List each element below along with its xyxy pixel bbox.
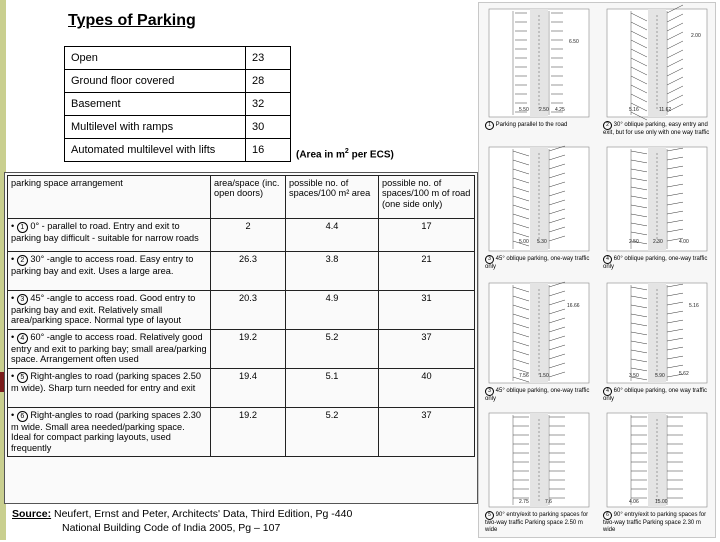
area-note-sup: 2 <box>344 148 349 155</box>
dimension-label: 2.50 <box>629 239 639 245</box>
diagram-caption <box>485 255 593 271</box>
area-per-space: 19.2 <box>211 330 286 369</box>
diagram-caption-text: 45° oblique parking, one-way traffic only <box>485 256 590 270</box>
diagram-caption <box>603 387 711 403</box>
parking-type-label: Ground floor covered <box>65 70 246 93</box>
row-number: 1 <box>17 222 28 233</box>
spaces-per-road: 37 <box>379 408 475 457</box>
row-number: 3 <box>17 294 28 305</box>
parking-type-area: 28 <box>246 70 291 93</box>
dimension-label: 2.30 <box>653 239 663 245</box>
arrangement-row <box>8 252 475 291</box>
arrangement-row <box>8 291 475 330</box>
arrangement-desc-cell: • 1 0° - parallel to road. Entry and exit to parking bay difficult - suitable for narrow roads <box>8 219 211 252</box>
row-number: 4 <box>17 333 28 344</box>
diagram-caption <box>485 387 593 403</box>
spaces-per-road: 40 <box>379 369 475 408</box>
slide-title: Types of Parking <box>68 12 196 29</box>
source-label: Source: <box>12 508 52 520</box>
diagram-caption-text: Parking parallel to the road <box>495 122 568 128</box>
dimension-label: 3.50 <box>629 373 639 379</box>
parking-type-label: Open <box>65 47 246 70</box>
types-row <box>65 93 291 116</box>
diagram-caption <box>603 121 711 137</box>
diagram-caption <box>485 511 593 534</box>
types-row <box>65 139 291 162</box>
arrangement-desc: 60° -angle to access road. Relatively good entry and exit to parking bay; small area/parking space. Arrangement often used <box>11 332 207 365</box>
parking-types-body <box>65 47 291 162</box>
row-number: 6 <box>17 411 28 422</box>
arrangement-table <box>7 175 475 457</box>
spaces-per-area: 4.9 <box>286 291 379 330</box>
diagram-number: 2 <box>603 121 612 130</box>
area-per-space: 2 <box>211 219 286 252</box>
arrangement-desc: 45° -angle to access road. Good entry to parking bay and exit. Relatively small area/parking space. Normal type of layout <box>11 293 196 326</box>
dimension-label: 5.00 <box>519 239 529 245</box>
source-text-1: Neufert, Ernst and Peter, Architects' Data, Third Edition, Pg -440 <box>51 508 353 520</box>
diagram-caption-text: 90° entry/exit to parking spaces for two-way traffic Parking space 2.30 m wide <box>603 512 707 533</box>
dimension-label: 7.56 <box>519 373 529 379</box>
area-per-space: 26.3 <box>211 252 286 291</box>
parking-type-label: Multilevel with ramps <box>65 116 246 139</box>
diagram-number: 3 <box>485 255 494 264</box>
source-line-2: National Building Code of India 2005, Pg – 107 <box>62 521 281 534</box>
arrangement-desc-cell: • 5 Right-angles to road (parking spaces 2.50 m wide). Sharp turn needed for entry and exit <box>8 369 211 408</box>
types-row <box>65 70 291 93</box>
row-number: 2 <box>17 255 28 266</box>
area-per-space: 19.4 <box>211 369 286 408</box>
arrangement-row <box>8 369 475 408</box>
dimension-label: 2.50 <box>539 107 549 113</box>
spaces-per-area: 5.1 <box>286 369 379 408</box>
dimension-label: 5.50 <box>519 107 529 113</box>
dimension-label: 5.62 <box>679 371 689 377</box>
arrangement-row <box>8 330 475 369</box>
dimension-label: 6.50 <box>569 39 579 45</box>
parking-types-table <box>64 46 291 162</box>
parking-type-area: 32 <box>246 93 291 116</box>
parking-layout-diagrams <box>478 2 716 538</box>
area-note-suffix: per ECS) <box>348 149 394 161</box>
parking-type-label: Automated multilevel with lifts <box>65 139 246 162</box>
diagram-caption <box>603 511 711 534</box>
dimension-label: 5.16 <box>629 107 639 113</box>
diagram-number: 6 <box>603 511 612 520</box>
spaces-per-road: 37 <box>379 330 475 369</box>
arrangement-row <box>8 408 475 457</box>
dimension-label: 5.90 <box>655 373 665 379</box>
dimension-label: 16.66 <box>567 303 580 309</box>
dimension-label: 5.16 <box>689 303 699 309</box>
dimension-label: 11.62 <box>659 107 672 113</box>
diagram-caption-text: 90° entry/exit to parking spaces for two-way traffic Parking space 2.50 m wide <box>485 512 589 533</box>
arrangement-row <box>8 219 475 252</box>
row-number: 5 <box>17 372 28 383</box>
spaces-per-road: 31 <box>379 291 475 330</box>
parking-type-label: Basement <box>65 93 246 116</box>
diagram-number: 4 <box>603 387 612 396</box>
dimension-label: 2.75 <box>519 499 529 505</box>
arrangement-body <box>8 219 475 457</box>
dimension-label: 5.30 <box>537 239 547 245</box>
diagram-caption-text: 60° oblique parking, one way traffic only <box>603 388 708 402</box>
arrangement-desc: Right-angles to road (parking spaces 2.50 m wide). Sharp turn needed for entry and exit <box>11 371 201 393</box>
diagram-caption <box>603 255 711 271</box>
dimension-label: 4.00 <box>679 239 689 245</box>
arrangement-desc: Right-angles to road (parking spaces 2.30 m wide. Small area needed/parking space. Ideal for compact parking layouts, used frequently <box>11 410 201 453</box>
arrangement-desc-cell: • 6 Right-angles to road (parking spaces 2.30 m wide. Small area needed/parking space. Ideal for compact parking layouts, used frequently <box>8 408 211 457</box>
arrangement-desc: 0° - parallel to road. Entry and exit to parking bay difficult - suitable for narrow roads <box>11 221 199 243</box>
source-citation <box>12 508 352 535</box>
dimension-label: 4.06 <box>629 499 639 505</box>
types-row <box>65 116 291 139</box>
header-per-area: possible no. of spaces/100 m² area <box>286 176 379 219</box>
diagram-number: 3 <box>485 387 494 396</box>
area-note <box>296 148 394 160</box>
spaces-per-road: 21 <box>379 252 475 291</box>
types-row <box>65 47 291 70</box>
dimension-label: 4.25 <box>555 107 565 113</box>
dimension-label: 7.6 <box>545 499 552 505</box>
diagram-caption <box>485 121 593 130</box>
parking-type-area: 30 <box>246 116 291 139</box>
arrangement-desc: 30° -angle to access road. Easy entry to parking bay and exit. Uses a large area. <box>11 254 194 276</box>
area-per-space: 19.2 <box>211 408 286 457</box>
arrangement-desc-cell: • 2 30° -angle to access road. Easy entry to parking bay and exit. Uses a large area. <box>8 252 211 291</box>
dimension-label: 15.00 <box>655 499 668 505</box>
header-per-road: possible no. of spaces/100 m of road (one side only) <box>379 176 475 219</box>
spaces-per-area: 5.2 <box>286 408 379 457</box>
source-line-1 <box>12 508 352 522</box>
parking-type-area: 23 <box>246 47 291 70</box>
diagram-caption-text: 60° oblique parking, one-way traffic only <box>603 256 708 270</box>
arrangement-desc-cell: • 4 60° -angle to access road. Relatively good entry and exit to parking bay; small area/parking space. Arrangement often used <box>8 330 211 369</box>
header-arrangement: parking space arrangement <box>8 176 211 219</box>
diagram-caption-text: 30° oblique parking, easy entry and exit, but for use only with one way traffic <box>603 122 710 136</box>
area-note-prefix: (Area in m <box>296 149 345 161</box>
arrangement-table-scan <box>4 172 478 504</box>
spaces-per-area: 4.4 <box>286 219 379 252</box>
dimension-label: 1.50 <box>539 373 549 379</box>
diagram-number: 1 <box>485 121 494 130</box>
spaces-per-road: 17 <box>379 219 475 252</box>
spaces-per-area: 3.8 <box>286 252 379 291</box>
diagram-number: 4 <box>603 255 612 264</box>
arrangement-desc-cell: • 3 45° -angle to access road. Good entry to parking bay and exit. Relatively small area/parking space. Normal type of layout <box>8 291 211 330</box>
dimension-label: 2.00 <box>691 33 701 39</box>
header-area-space: area/space (inc. open doors) <box>211 176 286 219</box>
parking-type-area: 16 <box>246 139 291 162</box>
diagram-number: 5 <box>485 511 494 520</box>
area-per-space: 20.3 <box>211 291 286 330</box>
spaces-per-area: 5.2 <box>286 330 379 369</box>
arrangement-header-row <box>8 176 475 219</box>
diagram-caption-text: 45° oblique parking, one-way traffic only <box>485 388 590 402</box>
